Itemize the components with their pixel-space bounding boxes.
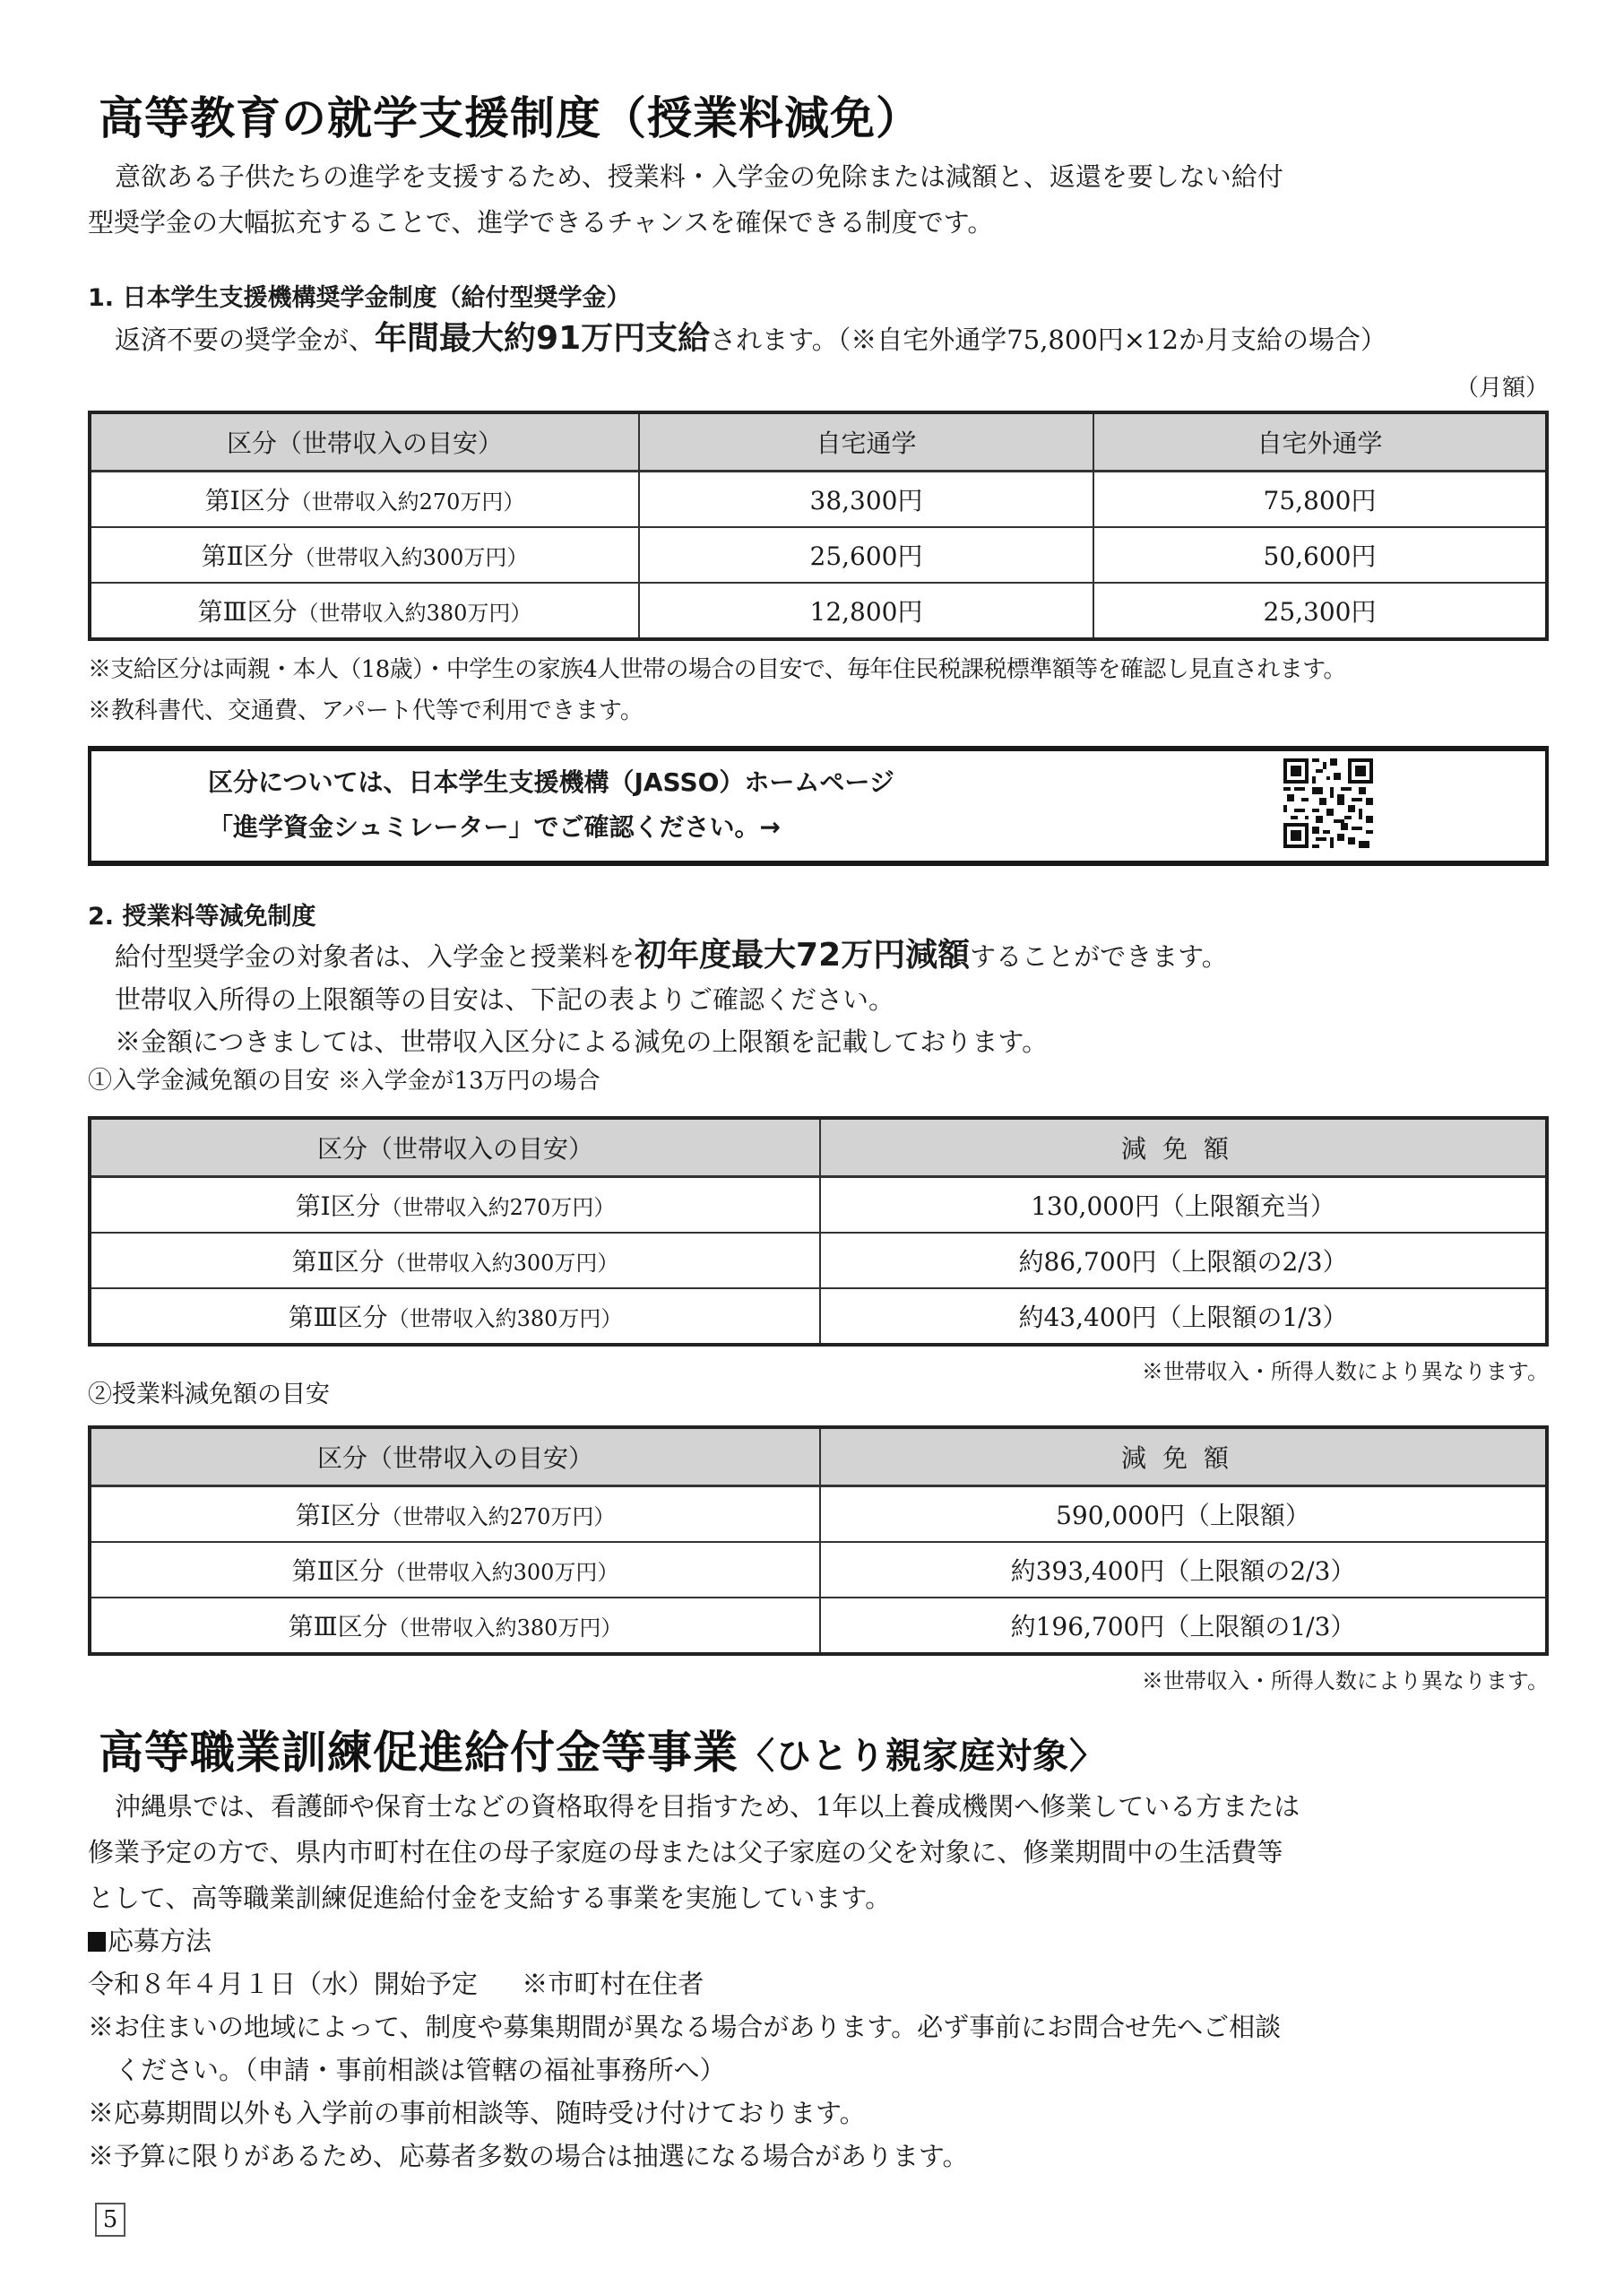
section2-body-line-2: 修業予定の方で、県内市町村在住の母子家庭の母または父子家庭の父を対象に、修業期間中の生活費等 [88,1837,1283,1867]
amount-detail: （上限額の1/3） [1164,1612,1356,1641]
jasso-callout [88,746,1549,866]
sub2-lead-after: することができます。 [970,941,1228,972]
section2-note-2: ください。（申請・事前相談は管轄の福祉事務所へ） [115,2055,726,2085]
away-amount: 75,800円 [1093,472,1547,528]
income-label: （世帯収入約300万円） [384,1251,619,1276]
income-label: （世帯収入約300万円） [384,1560,619,1585]
callout-line-2[interactable]: 「進学資金シュミレーター」でご確認ください。→ [208,812,781,842]
amount-cell [820,1598,1547,1654]
table1-caption-note: ※入学金が13万円の場合 [337,1068,600,1095]
amount-value: 約196,700円 [1010,1612,1165,1641]
table2-footnote: ※世帯収入・所得人数により異なります。 [1141,1668,1549,1693]
home-amount: 38,300円 [639,472,1093,528]
header-home: 自宅通学 [639,412,1093,472]
row-category [90,1288,820,1345]
income-label: （世帯収入約380万円） [297,601,532,626]
header-category: 区分（世帯収入の目安） [90,412,639,472]
callout-text [208,760,894,850]
table1-footnote: ※世帯収入・所得人数により異なります。 [1141,1359,1549,1384]
income-label: （世帯収入約270万円） [380,1504,616,1529]
section2-title-main: 高等職業訓練促進給付金等事業 [99,1727,739,1779]
table-row [90,1542,1547,1598]
amount-cell [820,1288,1547,1345]
amount-detail: （上限額の1/3） [1156,1303,1348,1332]
sub1-heading: 1. 日本学生支援機構奨学金制度（給付型奨学金） [88,284,631,312]
admission-fee-table [88,1116,1549,1347]
amount-detail: （上限額充当） [1159,1191,1335,1221]
table-row [90,1177,1547,1234]
section1-intro-line-1: 意欲ある子供たちの進学を支援するため、授業料・入学金の免除または減額と、返還を要しない給付 [115,161,1283,192]
section2-title [99,1717,1106,1781]
header-category: 区分（世帯収入の目安） [90,1118,820,1177]
table-row [90,1598,1547,1654]
amount-detail: （上限額の2/3） [1156,1247,1348,1277]
section2-title-sub: 〈ひとり親家庭対象〉 [739,1736,1106,1777]
section2-note-3: ※応募期間以外も入学前の事前相談等、随時受け付けております。 [88,2098,866,2128]
unit-note: （月額） [1455,375,1549,402]
sub2-heading: 2. 授業料等減免制度 [88,903,316,931]
row-category [90,1486,820,1543]
amount-cell [820,1177,1547,1234]
home-amount: 12,800円 [639,583,1093,639]
sub2-lead-bold: 初年度最大72万円減額 [635,937,971,974]
row-category [90,1598,820,1654]
category-label: 第Ⅰ区分 [295,1191,381,1221]
table-row [90,1233,1547,1288]
section2-body-line-1: 沖縄県では、看護師や保育士などの資格取得を目指すため、1年以上養成機関へ修業している方または [115,1791,1300,1822]
table-header-row [90,1118,1547,1177]
income-label: （世帯収入約380万円） [387,1306,623,1331]
amount-value: 約86,700円 [1018,1247,1157,1277]
amount-cell [820,1542,1547,1598]
sub1-note-2: ※教科書代、交通費、アパート代等で利用できます。 [88,697,644,724]
income-label: （世帯収入約270万円） [289,489,525,515]
table-row [90,1288,1547,1345]
sub2-line-2: 世帯収入所得の上限額等の目安は、下記の表よりご確認ください。 [115,984,895,1015]
table-header-row [90,1427,1547,1486]
sub1-lead-after: されます。（※自宅外通学75,800円×12か月支給の場合） [710,325,1386,355]
header-away: 自宅外通学 [1093,412,1547,472]
amount-cell [820,1233,1547,1288]
amount-value: 約43,400円 [1018,1303,1157,1332]
row-category [90,1177,820,1234]
sub1-lead-bold: 年間最大約91万円支給 [375,320,711,357]
amount-detail: （上限額の2/3） [1164,1556,1356,1586]
category-label: 第Ⅱ区分 [201,541,294,571]
sub1-lead [88,316,1576,363]
tuition-fee-table [88,1425,1549,1656]
section2-note-4: ※予算に限りがあるため、応募者多数の場合は抽選になる場合があります。 [88,2141,969,2171]
table1-caption [88,1058,1549,1104]
category-label: 第Ⅲ区分 [197,597,298,627]
sub2-line-3: ※金額につきましては、世帯収入区分による減免の上限額を記載しております。 [115,1026,1049,1057]
category-label: 第Ⅰ区分 [204,486,290,515]
page-number: 5 [95,2203,125,2237]
apply-target: ※市町村在住者 [522,1969,704,1999]
income-label: （世帯収入約300万円） [293,545,529,570]
table1-caption-text: ①入学金減免額の目安 [88,1067,330,1095]
scholarship-table [88,411,1549,641]
category-label: 第Ⅱ区分 [291,1556,384,1586]
row-category [90,527,639,583]
apply-heading-text: 応募方法 [108,1926,212,1956]
sub1-lead-before: 返済不要の奨学金が、 [115,325,376,355]
section1-title: 高等教育の就学支援制度（授業料減免） [99,92,921,144]
amount-value: 590,000円 [1056,1501,1185,1530]
callout-line-1: 区分については、日本学生支援機構（JASSO）ホームページ [208,767,894,797]
category-label: 第Ⅰ区分 [295,1501,381,1530]
amount-detail: （上限額） [1184,1501,1310,1530]
home-amount: 25,600円 [639,527,1093,583]
section2-body-line-3: として、高等職業訓練促進給付金を支給する事業を実施しています。 [88,1883,892,1913]
row-category [90,1542,820,1598]
amount-cell [820,1486,1547,1543]
header-amount: 減免額 [820,1427,1547,1486]
table-row [90,1486,1547,1543]
category-label: 第Ⅲ区分 [288,1612,388,1641]
table-row [90,583,1547,639]
table-row [90,472,1547,528]
qr-code-icon[interactable] [1283,758,1373,848]
section2-note-1: ※お住まいの地域によって、制度や募集期間が異なる場合があります。必ず事前にお問合せ先へご相談 [88,2012,1282,2042]
income-label: （世帯収入約380万円） [387,1615,623,1641]
section1-intro-line-2: 型奨学金の大幅拡充することで、進学できるチャンスを確保できる制度です。 [88,207,994,238]
row-category [90,583,639,639]
sub2-lead [88,932,1576,980]
apply-date: 令和８年４月１日（水）開始予定 [88,1969,479,1999]
row-category [90,472,639,528]
amount-value: 約393,400円 [1010,1556,1165,1586]
sub1-note-1: ※支給区分は両親・本人（18歳）・中学生の家族4人世帯の場合の目安で、毎年住民税課税標準額等を確認し見直されます。 [88,656,1346,683]
apply-heading [88,1918,1549,1964]
table2-caption: ②授業料減免額の目安 [88,1381,330,1408]
header-amount: 減免額 [820,1118,1547,1177]
away-amount: 25,300円 [1093,583,1547,639]
apply-info [88,1962,1549,2007]
row-category [90,1233,820,1288]
away-amount: 50,600円 [1093,527,1547,583]
table-row [90,527,1547,583]
header-category: 区分（世帯収入の目安） [90,1427,820,1486]
amount-value: 130,000円 [1031,1191,1160,1221]
square-bullet-icon [88,1932,106,1952]
category-label: 第Ⅲ区分 [288,1303,388,1332]
table-header-row [90,412,1547,472]
sub2-lead-before: 給付型奨学金の対象者は、入学金と授業料を [115,941,635,972]
income-label: （世帯収入約270万円） [380,1195,616,1220]
category-label: 第Ⅱ区分 [291,1247,384,1277]
